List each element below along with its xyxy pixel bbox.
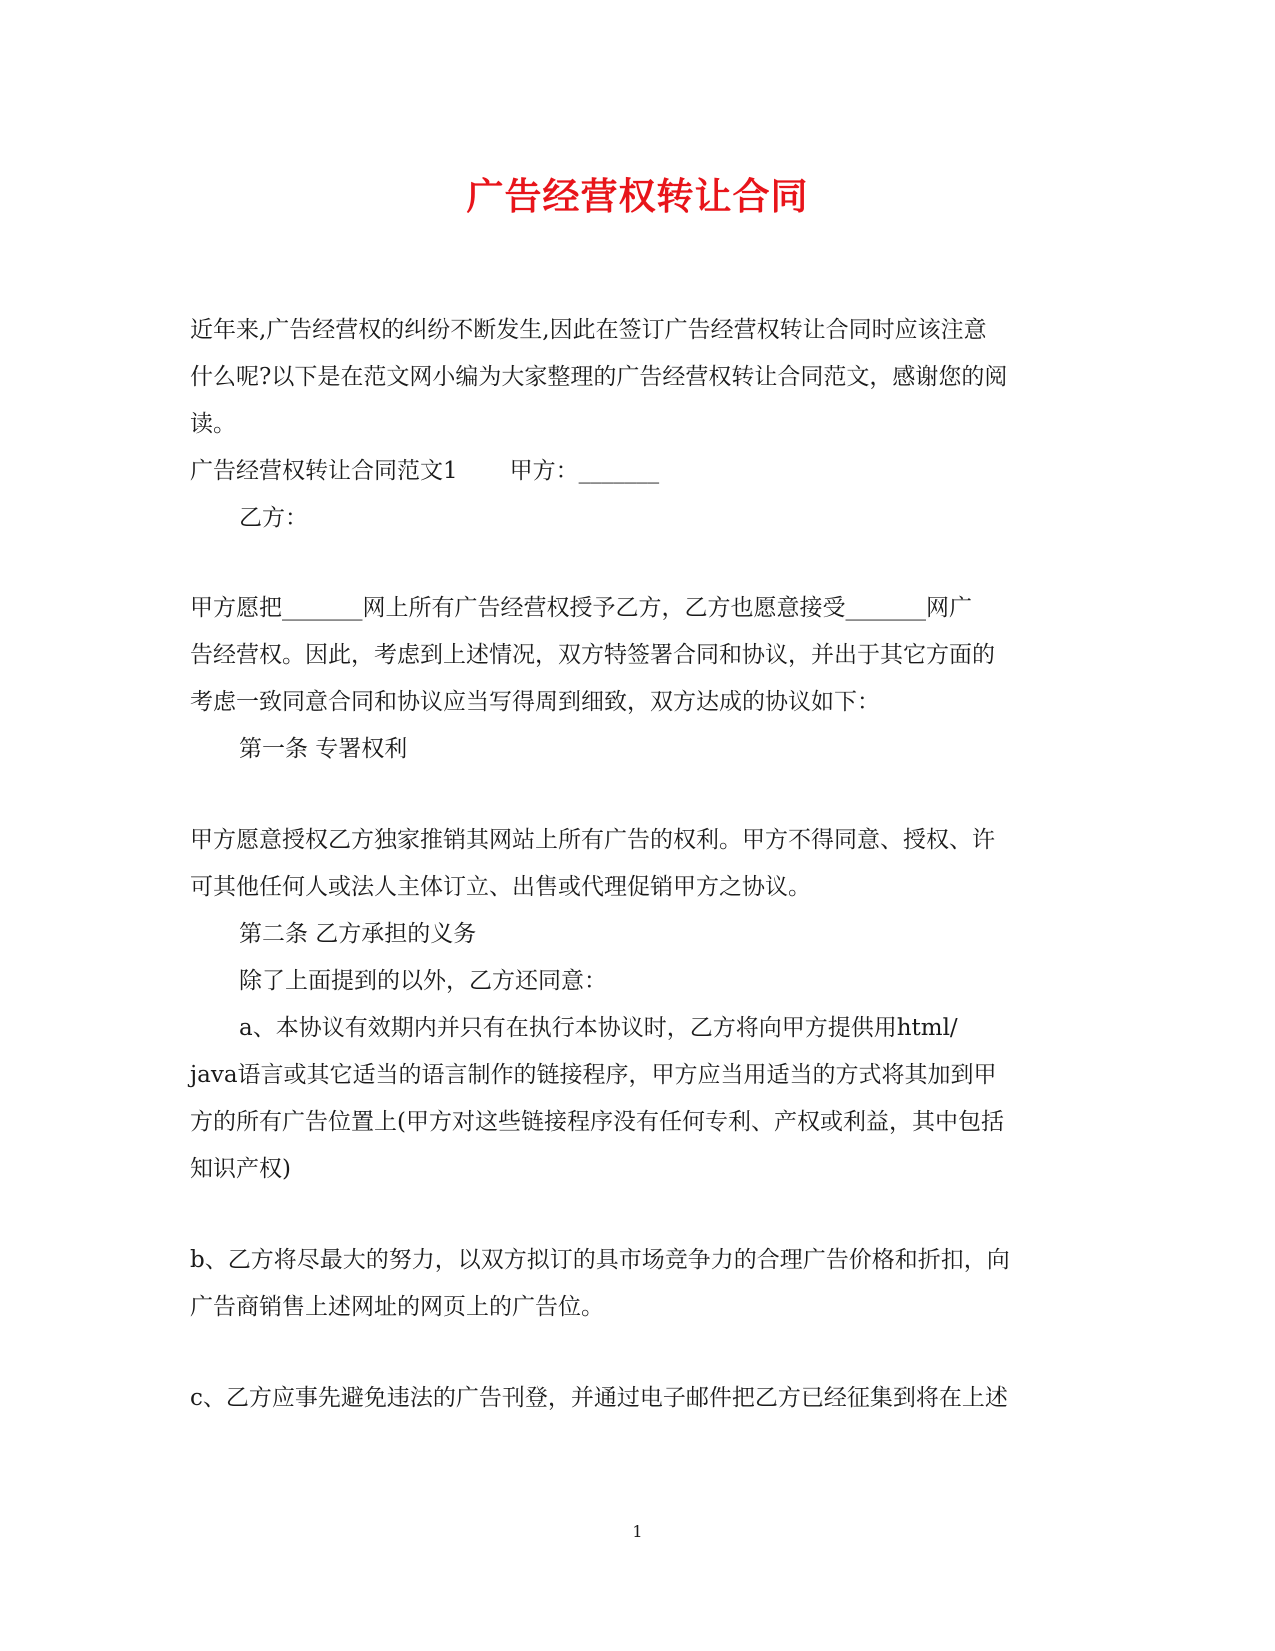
paragraph-line: 读。 — [190, 411, 236, 437]
paragraph-line: 可其他任何人或法人主体订立、出售或代理促销甲方之协议。 — [190, 874, 811, 900]
paragraph-line: 方的所有广告位置上(甲方对这些链接程序没有任何专利、产权或利益，其中包括 — [190, 1109, 1004, 1135]
sample-heading: 广告经营权转让合同范文1 — [190, 458, 458, 484]
paragraph-line: 什么呢?以下是在范文网小编为大家整理的广告经营权转让合同范文，感谢您的阅 — [190, 364, 1008, 390]
paragraph-line: 广告商销售上述网址的网页上的广告位。 — [190, 1294, 604, 1320]
document-title: 广告经营权转让合同 — [466, 174, 809, 218]
paragraph-line: c、乙方应事先避免违法的广告刊登，并通过电子邮件把乙方已经征集到将在上述 — [190, 1385, 1008, 1411]
paragraph-line: a、本协议有效期内并只有在执行本协议时，乙方将向甲方提供用html/ — [239, 1015, 958, 1041]
party-b-label: 乙方： — [239, 505, 308, 531]
article-heading: 第二条 乙方承担的义务 — [239, 921, 477, 947]
paragraph-line: 除了上面提到的以外，乙方还同意： — [239, 968, 607, 994]
paragraph-line: 考虑一致同意合同和协议应当写得周到细致，双方达成的协议如下： — [190, 689, 880, 715]
party-a-label: 甲方：_______ — [509, 458, 660, 484]
paragraph-line: b、乙方将尽最大的努力，以双方拟订的具市场竞争力的合理广告价格和折扣，向 — [190, 1247, 1010, 1273]
sample-heading-line — [190, 447, 659, 495]
paragraph-line: 甲方愿把_______网上所有广告经营权授予乙方，乙方也愿意接受_______网广 — [190, 595, 972, 621]
paragraph-line: 近年来,广告经营权的纠纷不断发生,因此在签订广告经营权转让合同时应该注意 — [190, 317, 987, 343]
article-heading: 第一条 专署权利 — [239, 736, 408, 762]
paragraph-line: 知识产权) — [190, 1156, 291, 1182]
paragraph-line: 告经营权。因此，考虑到上述情况，双方特签署合同和协议，并出于其它方面的 — [190, 642, 995, 668]
page-number: 1 — [632, 1522, 643, 1541]
paragraph-line: java语言或其它适当的语言制作的链接程序，甲方应当用适当的方式将其加到甲 — [190, 1062, 997, 1088]
paragraph-line: 甲方愿意授权乙方独家推销其网站上所有广告的权利。甲方不得同意、授权、许 — [190, 827, 995, 853]
